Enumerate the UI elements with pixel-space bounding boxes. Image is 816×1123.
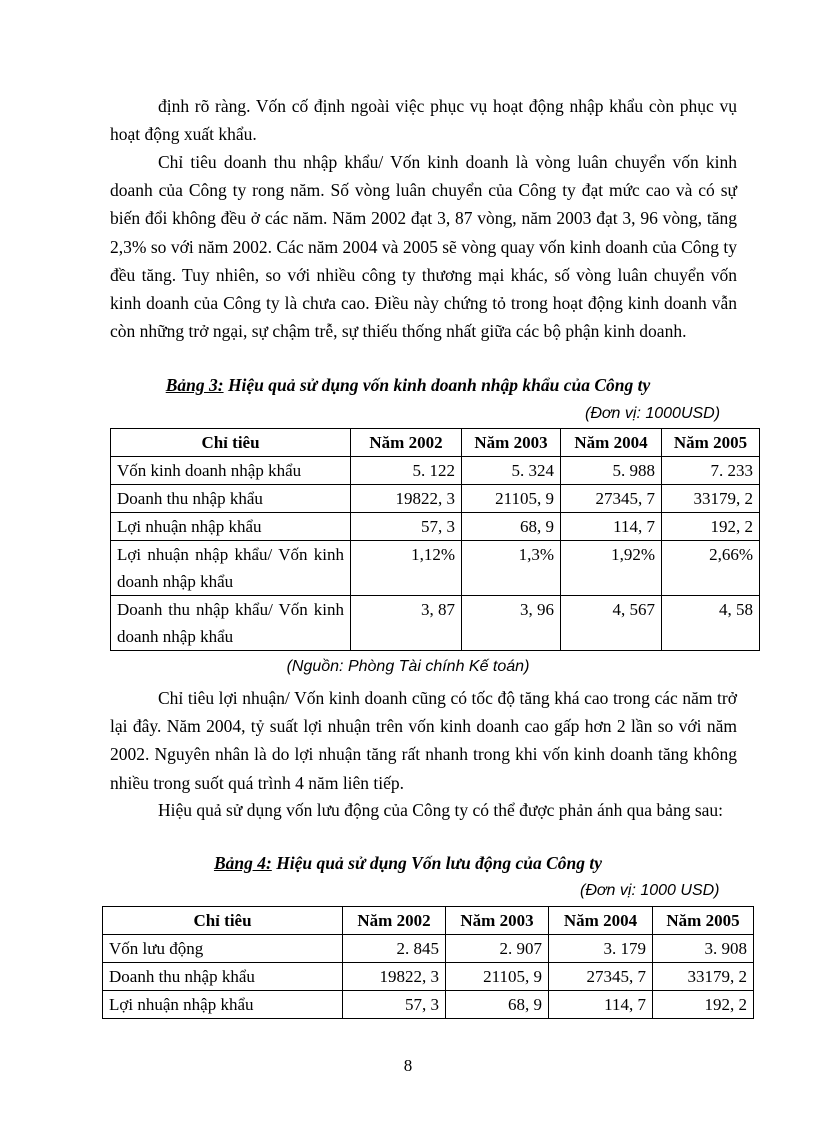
table4-caption-text: Hiệu quả sử dụng Vốn lưu động của Công ty	[271, 853, 603, 873]
table-cell: 27345, 7	[561, 485, 662, 513]
table-cell: 4, 58	[662, 596, 760, 651]
table-cell-label: Lợi nhuận nhập khẩu	[103, 991, 343, 1019]
table-cell: 2,66%	[662, 541, 760, 596]
paragraph-turnover-ratio: Chỉ tiêu doanh thu nhập khẩu/ Vốn kinh doanh là vòng luân chuyển vốn kinh doanh của Công ty rong năm. Số vòng luân chuyển của Công ty đạt mức cao và có sự biến đổi không đều ở các năm. Năm 2002 đạt 3, 87 vòng, năm 2003 đạt 3, 96 vòng, tăng 2,3% so với năm 2002. Các năm 2004 và 2005 sẽ vòng quay vốn kinh doanh của Công ty đều tăng. Tuy nhiên, so với nhiều công ty thương mại khác, số vòng luân chuyển vốn kinh doanh của Công ty là chưa cao. Điều này chứng tỏ trong hoạt động kinh doanh vẫn còn những trở ngại, sự chậm trễ, sự thiếu thống nhất giữa các bộ phận kinh doanh.	[110, 152, 737, 342]
table-cell: 33179, 2	[662, 485, 760, 513]
table4-caption-label: Bảng 4:	[213, 853, 272, 873]
table-cell-label: Lợi nhuận nhập khẩu/ Vốn kinh doanh nhập khẩu	[111, 541, 351, 596]
paragraph-profit-ratio: Chỉ tiêu lợi nhuận/ Vốn kinh doanh cũng có tốc độ tăng khá cao trong các năm trở lại đây. Năm 2004, tỷ suất lợi nhuận trên vốn kinh doanh cao gấp hơn 2 lần so với năm 2002. Nguyên nhân là do lợi nhuận tăng rất nhanh trong khi vốn kinh doanh tăng không nhiều trong suốt quá trình 4 năm liên tiếp.	[110, 688, 737, 793]
table3-header: Năm 2005	[662, 429, 760, 457]
table-cell-label: Doanh thu nhập khẩu/ Vốn kinh doanh nhập khẩu	[111, 596, 351, 651]
table-row	[111, 596, 760, 651]
table-row	[103, 963, 754, 991]
table-cell: 33179, 2	[653, 963, 754, 991]
table-row	[103, 935, 754, 963]
table-row	[111, 541, 760, 596]
table-cell: 5. 324	[462, 457, 561, 485]
table4-header-row	[103, 907, 754, 935]
table4-header: Năm 2004	[549, 907, 653, 935]
table-cell: 19822, 3	[343, 963, 446, 991]
table-row	[111, 513, 760, 541]
table3-header-row	[111, 429, 760, 457]
table-cell: 27345, 7	[549, 963, 653, 991]
table3-caption-label: Bảng 3:	[165, 375, 224, 395]
table-cell: 57, 3	[351, 513, 462, 541]
table3-unit: (Đơn vị: 1000USD)	[585, 405, 721, 422]
table-cell: 2. 845	[343, 935, 446, 963]
table-row	[111, 485, 760, 513]
table-cell: 3. 908	[653, 935, 754, 963]
table-cell: 21105, 9	[462, 485, 561, 513]
table-cell: 21105, 9	[446, 963, 549, 991]
paragraph-working-capital: Hiệu quả sử dụng vốn lưu động của Công ty có thể được phản ánh qua bảng sau:	[158, 800, 724, 820]
table-cell: 68, 9	[446, 991, 549, 1019]
table4-header: Năm 2003	[446, 907, 549, 935]
page-number: 8	[403, 1056, 413, 1075]
table-cell: 68, 9	[462, 513, 561, 541]
table3-header: Năm 2003	[462, 429, 561, 457]
table-cell-label: Vốn kinh doanh nhập khẩu	[111, 457, 351, 485]
table4	[102, 906, 754, 1019]
table-cell: 1,12%	[351, 541, 462, 596]
table-cell-label: Doanh thu nhập khẩu	[103, 963, 343, 991]
table3-caption	[0, 375, 816, 396]
table4-caption	[0, 853, 816, 874]
table-cell: 57, 3	[343, 991, 446, 1019]
table-cell: 4, 567	[561, 596, 662, 651]
table-cell: 192, 2	[662, 513, 760, 541]
table-cell: 5. 988	[561, 457, 662, 485]
table-cell: 2. 907	[446, 935, 549, 963]
table-cell-label: Lợi nhuận nhập khẩu	[111, 513, 351, 541]
table-cell: 1,92%	[561, 541, 662, 596]
table-cell: 5. 122	[351, 457, 462, 485]
table4-unit: (Đơn vị: 1000 USD)	[580, 882, 720, 899]
table4-header: Năm 2005	[653, 907, 754, 935]
table-cell-label: Vốn lưu động	[103, 935, 343, 963]
table3-header: Chỉ tiêu	[111, 429, 351, 457]
table-cell: 3. 179	[549, 935, 653, 963]
table3-source: (Nguồn: Phòng Tài chính Kế toán)	[286, 658, 530, 675]
table-cell: 114, 7	[549, 991, 653, 1019]
paragraph-continuation: định rõ ràng. Vốn cố định ngoài việc phục vụ hoạt động nhập khẩu còn phục vụ hoạt động xuất khẩu.	[110, 96, 737, 145]
table3	[110, 428, 760, 651]
table-cell: 3, 87	[351, 596, 462, 651]
table-cell-label: Doanh thu nhập khẩu	[111, 485, 351, 513]
table-row	[103, 991, 754, 1019]
table-cell: 3, 96	[462, 596, 561, 651]
table-cell: 7. 233	[662, 457, 760, 485]
table4-header: Năm 2002	[343, 907, 446, 935]
table-cell: 1,3%	[462, 541, 561, 596]
table3-caption-text: Hiệu quả sử dụng vốn kinh doanh nhập khẩu của Công ty	[223, 375, 651, 395]
table3-header: Năm 2002	[351, 429, 462, 457]
table-cell: 19822, 3	[351, 485, 462, 513]
table-row	[111, 457, 760, 485]
table4-header: Chỉ tiêu	[103, 907, 343, 935]
table3-header: Năm 2004	[561, 429, 662, 457]
table-cell: 114, 7	[561, 513, 662, 541]
table-cell: 192, 2	[653, 991, 754, 1019]
